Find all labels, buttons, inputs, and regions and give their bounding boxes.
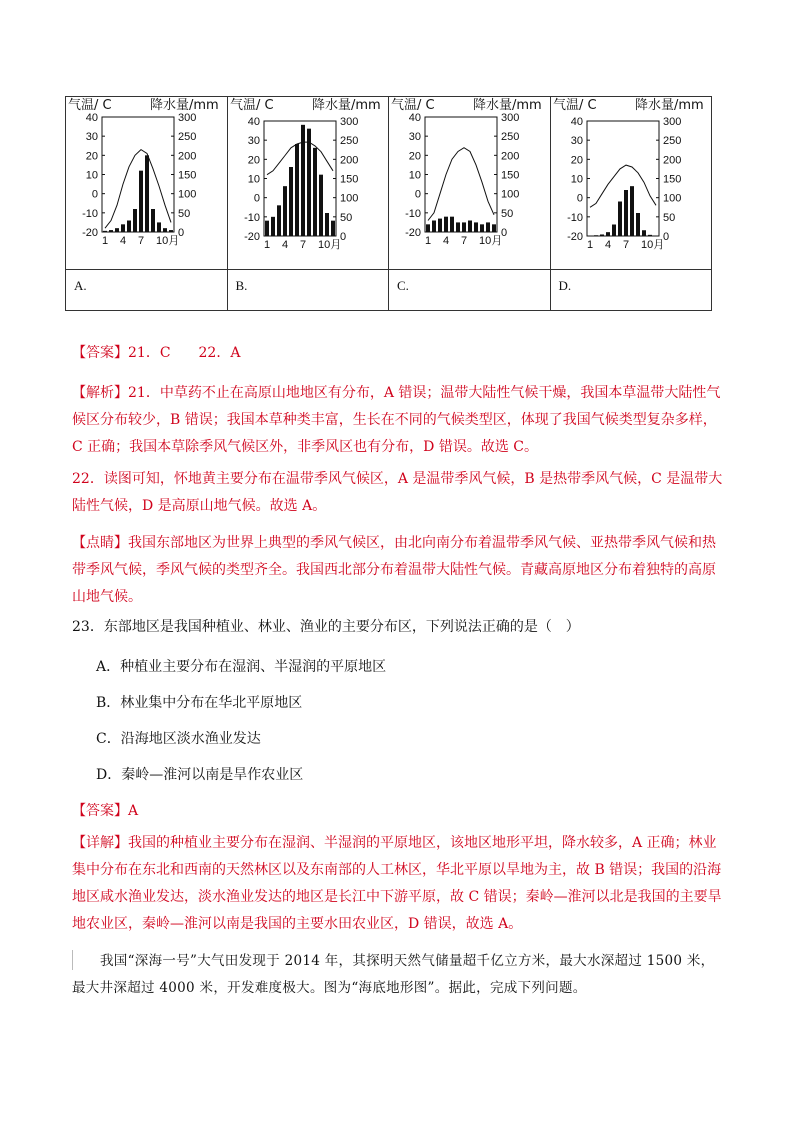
- tip-line: 带季风气候，季风气候的类型齐全。我国西北部分布着温带大陆性气候。青藏高原地区分布着独特的高原: [72, 562, 716, 578]
- analysis-line: 候区分布较少，B 错误；我国本草种类丰富，生长在不同的气候类型区，体现了我国气候类型复杂多样，: [72, 412, 717, 428]
- temp-tick-label: -20: [82, 227, 98, 239]
- temp-tick-label: 20: [408, 150, 421, 163]
- temp-tick-label: 0: [91, 188, 98, 201]
- temp-tick-label: -20: [405, 227, 421, 239]
- precip-bar: [157, 222, 161, 232]
- month-tick-label: 1: [586, 239, 593, 251]
- option-cell-a: [66, 270, 228, 311]
- month-tick-label: 7: [138, 235, 145, 247]
- temp-tick-label: 0: [414, 188, 421, 201]
- precip-tick-label: 250: [339, 135, 358, 148]
- precip-tick-label: 150: [662, 173, 681, 186]
- precip-tick-label: 0: [662, 231, 669, 243]
- month-tick-label: 10月: [317, 239, 341, 251]
- precip-bar: [307, 129, 311, 236]
- month-tick-label: 7: [461, 235, 468, 247]
- plot-frame: [587, 121, 659, 236]
- precip-axis-label: 降水量/mm: [150, 98, 219, 113]
- detail-line: 集中分布在东北和西南的天然林区以及东南部的人工林区，华北平原以旱地为主，故 B 错误；我国的沿海: [72, 862, 722, 878]
- detail-line: 地区咸水渔业发达，淡水渔业发达的地区是长江中下游平原，故 C 错误；秦岭—淮河以北是我国的主要旱: [72, 889, 722, 905]
- temp-tick-label: 40: [247, 116, 260, 128]
- question-stem: 23．东部地区是我国种植业、林业、渔业的主要分布区，下列说法正确的是（ ）: [72, 619, 580, 635]
- precip-bar: [462, 222, 466, 232]
- precip-bar: [606, 232, 610, 236]
- temp-tick-label: 30: [408, 131, 421, 144]
- temp-tick-label: 10: [570, 173, 583, 186]
- precip-bar: [271, 217, 275, 236]
- precip-bar: [109, 230, 113, 232]
- precip-tick-label: 100: [501, 188, 520, 201]
- precip-tick-label: 300: [662, 116, 681, 128]
- answer-label: 【答案】: [72, 803, 128, 819]
- temp-tick-label: 20: [247, 154, 260, 167]
- temp-tick-label: 10: [247, 173, 260, 186]
- climate-chart-d: [551, 97, 711, 269]
- analysis-21: [72, 380, 732, 461]
- tip-line: 山地气候。: [72, 589, 142, 605]
- precip-tick-label: 200: [501, 150, 520, 163]
- q23-option-c: C．沿海地区淡水渔业发达: [96, 731, 261, 747]
- precip-tick-label: 50: [501, 207, 514, 220]
- detail-label: 【详解】: [72, 835, 128, 851]
- precip-bar: [600, 234, 604, 236]
- analysis-line: C 正确；我国本草除季风气候区外，非季风区也有分布，D 错误。故选 C。: [72, 439, 538, 455]
- precip-bar: [283, 186, 287, 236]
- precip-tick-label: 0: [339, 231, 346, 243]
- temp-line: [105, 150, 171, 229]
- climate-chart-c: [389, 97, 549, 269]
- q23-option-a: A．种植业主要分布在湿润、半湿润的平原地区: [96, 659, 387, 675]
- precip-tick-label: 250: [178, 131, 197, 144]
- option-label-d: D.: [558, 278, 572, 293]
- temp-axis-label: 气温/ C: [391, 98, 435, 113]
- precip-bar: [444, 217, 448, 232]
- month-tick-label: 1: [263, 239, 270, 251]
- chart-cell-d: [550, 97, 712, 270]
- precip-bar: [145, 155, 149, 232]
- precip-bar: [163, 228, 167, 232]
- answer-label: 【答案】: [72, 345, 128, 361]
- temp-tick-label: 40: [85, 112, 98, 124]
- precip-axis-label: 降水量/mm: [634, 98, 704, 113]
- precip-bar: [648, 235, 652, 236]
- q23-option-b: B．林业集中分布在华北平原地区: [96, 695, 303, 711]
- precip-bar: [480, 224, 484, 232]
- precip-bar: [295, 144, 299, 236]
- precip-axis-label: 降水量/mm: [473, 98, 542, 113]
- precip-bar: [486, 222, 490, 232]
- precip-axis-label: 降水量/mm: [311, 98, 381, 113]
- precip-bar: [313, 148, 317, 236]
- temp-tick-label: 30: [247, 135, 260, 148]
- precip-bar: [426, 224, 430, 232]
- option-cell-b: [227, 270, 389, 311]
- temp-tick-label: 20: [570, 154, 583, 167]
- precip-bar: [492, 224, 496, 232]
- tip-label: 【点睛】: [72, 535, 128, 551]
- climate-chart-a: [66, 97, 226, 269]
- precip-bar: [169, 230, 173, 232]
- precip-bar: [331, 221, 335, 236]
- material-line: 最大井深超过 4000 米，开发难度极大。图为“海底地形图”。据此，完成下列问题。: [72, 980, 587, 996]
- month-tick-label: 4: [120, 235, 127, 247]
- precip-tick-label: 300: [501, 112, 520, 124]
- answer-23: [72, 798, 732, 825]
- analysis-22: [72, 466, 732, 520]
- precip-bar: [265, 221, 269, 236]
- temp-tick-label: 30: [85, 131, 98, 144]
- temp-tick-label: -10: [82, 207, 98, 220]
- precip-tick-label: 250: [501, 131, 520, 144]
- month-tick-label: 10月: [640, 239, 664, 251]
- precip-bar: [624, 190, 628, 236]
- precip-bar: [438, 219, 442, 232]
- tip-block: [72, 530, 732, 611]
- option-label-a: A.: [74, 278, 87, 293]
- precip-tick-label: 200: [178, 150, 197, 163]
- material-paragraph: [72, 948, 732, 1002]
- precip-bar: [301, 125, 305, 236]
- precip-bar: [612, 225, 616, 237]
- precip-bar: [630, 186, 634, 236]
- detail-line: 我国的种植业主要分布在湿润、半湿润的平原地区，该地区地形平坦，降水较多，A 正确；林业: [128, 835, 717, 851]
- precip-tick-label: 50: [178, 207, 191, 220]
- analysis-line: 陆性气候，D 是高原山地气候。故选 A。: [72, 498, 327, 514]
- precip-bar: [115, 228, 119, 232]
- precip-tick-label: 150: [178, 169, 197, 182]
- question-23-stem: [72, 614, 732, 641]
- temp-tick-label: 10: [85, 169, 98, 182]
- month-tick-label: 10月: [156, 235, 180, 247]
- answer-text: 21．C 22．A: [128, 345, 241, 361]
- precip-tick-label: 50: [662, 211, 675, 224]
- precip-tick-label: 200: [662, 154, 681, 167]
- analysis-line: 21．中草药不止在高原山地地区有分布，A 错误；温带大陆性气候干燥，我国本草温带大陆性气: [128, 385, 721, 401]
- precip-bar: [139, 171, 143, 232]
- temp-tick-label: -10: [566, 211, 583, 224]
- temp-line: [590, 165, 656, 207]
- precip-tick-label: 0: [501, 227, 508, 239]
- climate-charts-table: [65, 96, 712, 311]
- temp-line: [267, 142, 333, 175]
- precip-tick-label: 300: [339, 116, 358, 128]
- plot-frame: [425, 117, 497, 232]
- temp-tick-label: 0: [576, 192, 583, 205]
- precip-tick-label: 100: [662, 192, 681, 205]
- precip-tick-label: 0: [178, 227, 185, 239]
- month-tick-label: 1: [102, 235, 109, 247]
- chart-cell-c: [389, 97, 551, 270]
- precip-bar: [450, 217, 454, 232]
- option-label-c: C.: [397, 278, 409, 293]
- precip-bar: [432, 221, 436, 233]
- month-tick-label: 7: [622, 239, 629, 251]
- precip-bar: [319, 175, 323, 236]
- precip-tick-label: 100: [339, 192, 358, 205]
- option-cell-c: [389, 270, 551, 311]
- precip-bar: [474, 222, 478, 232]
- precip-tick-label: 200: [339, 154, 358, 167]
- precip-bar: [103, 231, 107, 232]
- precip-bar: [642, 230, 646, 236]
- month-tick-label: 4: [281, 239, 288, 251]
- temp-tick-label: -10: [243, 211, 260, 224]
- precip-bar: [151, 209, 155, 232]
- analysis-line: 22．读图可知，怀地黄主要分布在温带季风气候区，A 是温带季风气候，B 是热带季风气候，C 是温带大: [72, 471, 723, 487]
- precip-bar: [456, 222, 460, 232]
- temp-axis-label: 气温/ C: [229, 98, 274, 113]
- temp-tick-label: 30: [570, 135, 583, 148]
- precip-bar: [289, 167, 293, 236]
- chart-cell-b: [227, 97, 389, 270]
- precip-tick-label: 150: [339, 173, 358, 186]
- option-cell-d: [550, 270, 712, 311]
- month-tick-label: 4: [443, 235, 450, 247]
- q23-option-d: D．秦岭—淮河以南是旱作农业区: [96, 767, 304, 783]
- precip-tick-label: 300: [178, 112, 197, 124]
- precip-bar: [468, 221, 472, 233]
- detail-block: [72, 830, 732, 938]
- temp-tick-label: 40: [570, 116, 583, 128]
- month-tick-label: 10月: [479, 235, 503, 247]
- temp-tick-label: -20: [243, 231, 260, 243]
- temp-axis-label: 气温/ C: [552, 98, 597, 113]
- precip-tick-label: 250: [662, 135, 681, 148]
- temp-tick-label: 20: [85, 150, 98, 163]
- precip-bar: [618, 202, 622, 237]
- temp-tick-label: -20: [566, 231, 583, 243]
- precip-tick-label: 150: [501, 169, 520, 182]
- precip-bar: [636, 213, 640, 236]
- precip-tick-label: 50: [339, 211, 352, 224]
- temp-line: [428, 148, 494, 221]
- precip-bar: [277, 205, 281, 236]
- temp-tick-label: -10: [405, 207, 421, 220]
- material-line: 我国“深海一号”大气田发现于 2014 年，其探明天然气储量超千亿立方米，最大水深超过 1500 米，: [100, 953, 715, 969]
- chart-cell-a: [66, 97, 228, 270]
- tip-line: 我国东部地区为世界上典型的季风气候区，由北向南分布着温带季风气候、亚热带季风气候和热: [128, 535, 716, 551]
- temp-tick-label: 40: [408, 112, 421, 124]
- temp-axis-label: 气温/ C: [68, 98, 112, 113]
- answer-text: A: [128, 803, 139, 819]
- precip-bar: [121, 224, 125, 232]
- month-tick-label: 1: [425, 235, 432, 247]
- precip-bar: [594, 235, 598, 236]
- precip-bar: [133, 209, 137, 232]
- temp-tick-label: 0: [253, 192, 260, 205]
- precip-bar: [325, 213, 329, 236]
- analysis-label: 【解析】: [72, 385, 128, 401]
- precip-tick-label: 100: [178, 188, 197, 201]
- option-label-b: B.: [235, 278, 248, 293]
- temp-tick-label: 10: [408, 169, 421, 182]
- detail-line: 地农业区，秦岭—淮河以南是我国的主要水田农业区，D 错误，故选 A。: [72, 916, 523, 932]
- climate-chart-b: [228, 97, 388, 269]
- month-tick-label: 4: [604, 239, 611, 251]
- precip-bar: [127, 221, 131, 233]
- answer-21-22: [72, 340, 732, 367]
- month-tick-label: 7: [299, 239, 306, 251]
